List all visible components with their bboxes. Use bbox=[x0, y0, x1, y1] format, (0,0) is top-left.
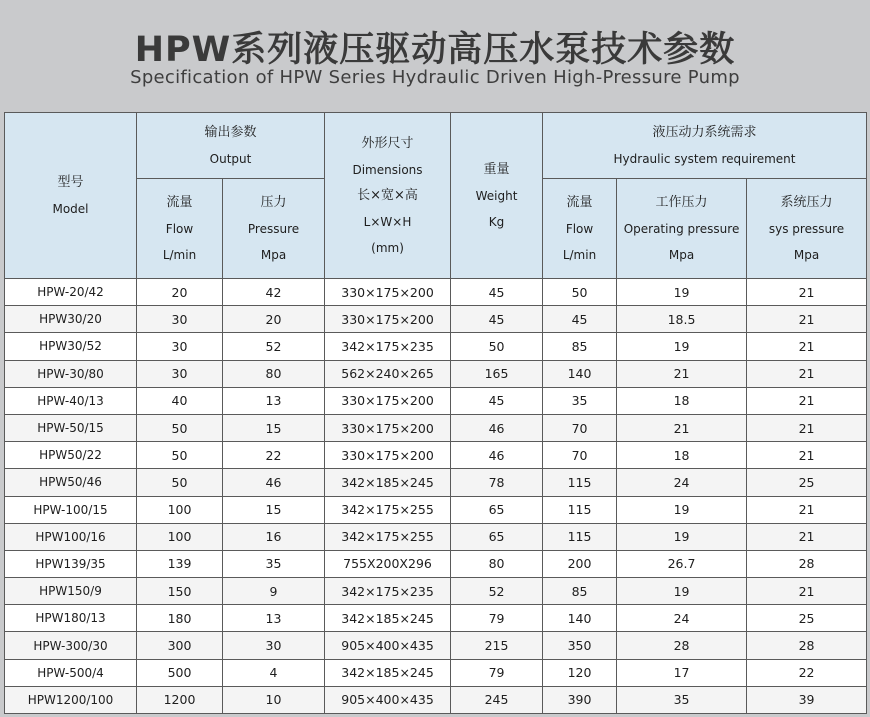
header-output-pressure-en: Pressure bbox=[247, 221, 300, 236]
header-sys-pressure bbox=[747, 179, 867, 279]
cell-hydraulic-flow: 35 bbox=[543, 387, 617, 414]
cell-operating-pressure: 21 bbox=[617, 414, 747, 441]
header-dimensions-unit: (mm) bbox=[371, 240, 404, 255]
cell-model: HPW-40/13 bbox=[5, 387, 137, 414]
header-hydraulic-flow-zh: 流量 bbox=[566, 194, 593, 210]
header-dimensions-zh2: 长×宽×高 bbox=[357, 187, 418, 203]
cell-dimensions: 342×175×255 bbox=[325, 496, 451, 523]
cell-dimensions: 342×185×245 bbox=[325, 659, 451, 686]
header-sys-pressure-unit: Mpa bbox=[793, 247, 820, 262]
header-hydraulic-flow-unit: L/min bbox=[562, 247, 597, 262]
cell-model: HPW50/46 bbox=[5, 469, 137, 496]
cell-sys-pressure: 21 bbox=[747, 333, 867, 360]
cell-weight: 245 bbox=[451, 686, 543, 713]
header-operating-pressure-zh: 工作压力 bbox=[655, 194, 708, 210]
cell-operating-pressure: 19 bbox=[617, 578, 747, 605]
header-weight-unit: Kg bbox=[488, 214, 505, 229]
cell-output-flow: 30 bbox=[137, 306, 223, 333]
cell-sys-pressure: 25 bbox=[747, 469, 867, 496]
cell-operating-pressure: 19 bbox=[617, 523, 747, 550]
cell-sys-pressure: 21 bbox=[747, 442, 867, 469]
cell-output-pressure: 4 bbox=[223, 659, 325, 686]
cell-dimensions: 562×240×265 bbox=[325, 360, 451, 387]
cell-hydraulic-flow: 70 bbox=[543, 414, 617, 441]
cell-model: HPW150/9 bbox=[5, 578, 137, 605]
cell-output-pressure: 52 bbox=[223, 333, 325, 360]
cell-hydraulic-flow: 85 bbox=[543, 333, 617, 360]
cell-operating-pressure: 19 bbox=[617, 279, 747, 306]
cell-output-pressure: 42 bbox=[223, 279, 325, 306]
cell-dimensions: 330×175×200 bbox=[325, 442, 451, 469]
cell-model: HPW50/22 bbox=[5, 442, 137, 469]
cell-output-pressure: 22 bbox=[223, 442, 325, 469]
cell-dimensions: 342×175×235 bbox=[325, 333, 451, 360]
cell-output-pressure: 20 bbox=[223, 306, 325, 333]
cell-hydraulic-flow: 70 bbox=[543, 442, 617, 469]
page-subtitle: Specification of HPW Series Hydraulic Driven High-Pressure Pump bbox=[130, 67, 740, 88]
cell-hydraulic-flow: 115 bbox=[543, 523, 617, 550]
header-hydraulic-zh: 液压动力系统需求 bbox=[652, 124, 757, 140]
header-model-zh: 型号 bbox=[57, 174, 84, 190]
cell-output-pressure: 35 bbox=[223, 550, 325, 577]
cell-hydraulic-flow: 85 bbox=[543, 578, 617, 605]
header-sys-pressure-en: sys pressure bbox=[768, 221, 845, 236]
table-row bbox=[5, 387, 867, 414]
header-hydraulic-en: Hydraulic system requirement bbox=[613, 151, 796, 166]
cell-output-flow: 20 bbox=[137, 279, 223, 306]
cell-model: HPW180/13 bbox=[5, 605, 137, 632]
cell-output-flow: 40 bbox=[137, 387, 223, 414]
page-title: HPW系列液压驱动高压水泵技术参数 bbox=[134, 30, 736, 70]
cell-weight: 46 bbox=[451, 414, 543, 441]
cell-output-pressure: 30 bbox=[223, 632, 325, 659]
table-row bbox=[5, 306, 867, 333]
header-weight-zh: 重量 bbox=[483, 161, 510, 177]
cell-output-pressure: 9 bbox=[223, 578, 325, 605]
cell-dimensions: 342×175×255 bbox=[325, 523, 451, 550]
cell-sys-pressure: 21 bbox=[747, 523, 867, 550]
header-output-flow-en: Flow bbox=[165, 221, 194, 236]
header-output bbox=[137, 113, 325, 179]
table-row bbox=[5, 414, 867, 441]
header-operating-pressure-unit: Mpa bbox=[668, 247, 695, 262]
header-output-flow-unit: L/min bbox=[162, 247, 197, 262]
cell-output-flow: 300 bbox=[137, 632, 223, 659]
cell-model: HPW-500/4 bbox=[5, 659, 137, 686]
table-body bbox=[5, 279, 867, 714]
cell-model: HPW100/16 bbox=[5, 523, 137, 550]
spec-table-container bbox=[4, 112, 866, 714]
header-output-zh: 输出参数 bbox=[204, 124, 257, 140]
cell-operating-pressure: 18 bbox=[617, 387, 747, 414]
cell-weight: 215 bbox=[451, 632, 543, 659]
cell-sys-pressure: 21 bbox=[747, 306, 867, 333]
cell-dimensions: 342×185×245 bbox=[325, 469, 451, 496]
cell-output-flow: 500 bbox=[137, 659, 223, 686]
table-row bbox=[5, 632, 867, 659]
cell-model: HPW-20/42 bbox=[5, 279, 137, 306]
table-row bbox=[5, 360, 867, 387]
cell-hydraulic-flow: 390 bbox=[543, 686, 617, 713]
cell-output-flow: 1200 bbox=[137, 686, 223, 713]
cell-sys-pressure: 21 bbox=[747, 414, 867, 441]
cell-sys-pressure: 21 bbox=[747, 387, 867, 414]
cell-operating-pressure: 18 bbox=[617, 442, 747, 469]
cell-weight: 79 bbox=[451, 659, 543, 686]
header-output-flow-zh: 流量 bbox=[166, 194, 193, 210]
cell-operating-pressure: 24 bbox=[617, 469, 747, 496]
header-hydraulic bbox=[543, 113, 867, 179]
cell-operating-pressure: 19 bbox=[617, 333, 747, 360]
header-dimensions bbox=[325, 113, 451, 279]
cell-dimensions: 330×175×200 bbox=[325, 306, 451, 333]
cell-model: HPW-300/30 bbox=[5, 632, 137, 659]
cell-model: HPW139/35 bbox=[5, 550, 137, 577]
cell-output-pressure: 15 bbox=[223, 414, 325, 441]
cell-output-pressure: 16 bbox=[223, 523, 325, 550]
cell-sys-pressure: 21 bbox=[747, 360, 867, 387]
cell-output-flow: 180 bbox=[137, 605, 223, 632]
table-row bbox=[5, 550, 867, 577]
cell-output-flow: 30 bbox=[137, 333, 223, 360]
cell-hydraulic-flow: 200 bbox=[543, 550, 617, 577]
header-operating-pressure bbox=[617, 179, 747, 279]
header-output-pressure bbox=[223, 179, 325, 279]
header-model bbox=[5, 113, 137, 279]
table-row bbox=[5, 523, 867, 550]
cell-sys-pressure: 39 bbox=[747, 686, 867, 713]
cell-dimensions: 330×175×200 bbox=[325, 414, 451, 441]
cell-output-flow: 139 bbox=[137, 550, 223, 577]
header-hydraulic-flow-en: Flow bbox=[565, 221, 594, 236]
header-output-en: Output bbox=[209, 151, 252, 166]
cell-hydraulic-flow: 140 bbox=[543, 360, 617, 387]
cell-output-pressure: 15 bbox=[223, 496, 325, 523]
table-row bbox=[5, 686, 867, 713]
table-row bbox=[5, 279, 867, 306]
cell-output-pressure: 13 bbox=[223, 605, 325, 632]
cell-dimensions: 755X200X296 bbox=[325, 550, 451, 577]
cell-weight: 52 bbox=[451, 578, 543, 605]
header-dimensions-zh: 外形尺寸 bbox=[361, 135, 414, 151]
cell-operating-pressure: 26.7 bbox=[617, 550, 747, 577]
cell-sys-pressure: 21 bbox=[747, 279, 867, 306]
table-row bbox=[5, 333, 867, 360]
cell-hydraulic-flow: 140 bbox=[543, 605, 617, 632]
cell-dimensions: 342×185×245 bbox=[325, 605, 451, 632]
cell-operating-pressure: 35 bbox=[617, 686, 747, 713]
cell-model: HPW-50/15 bbox=[5, 414, 137, 441]
cell-weight: 45 bbox=[451, 306, 543, 333]
cell-model: HPW-30/80 bbox=[5, 360, 137, 387]
cell-output-flow: 50 bbox=[137, 442, 223, 469]
cell-operating-pressure: 21 bbox=[617, 360, 747, 387]
cell-sys-pressure: 22 bbox=[747, 659, 867, 686]
cell-weight: 165 bbox=[451, 360, 543, 387]
cell-output-flow: 100 bbox=[137, 496, 223, 523]
cell-model: HPW30/52 bbox=[5, 333, 137, 360]
cell-weight: 45 bbox=[451, 387, 543, 414]
cell-output-pressure: 46 bbox=[223, 469, 325, 496]
cell-dimensions: 905×400×435 bbox=[325, 632, 451, 659]
spec-table bbox=[4, 112, 867, 714]
cell-weight: 45 bbox=[451, 279, 543, 306]
cell-sys-pressure: 28 bbox=[747, 632, 867, 659]
cell-hydraulic-flow: 115 bbox=[543, 496, 617, 523]
table-row bbox=[5, 496, 867, 523]
header-dimensions-en: Dimensions bbox=[352, 162, 423, 177]
cell-sys-pressure: 28 bbox=[747, 550, 867, 577]
cell-output-flow: 150 bbox=[137, 578, 223, 605]
cell-model: HPW1200/100 bbox=[5, 686, 137, 713]
cell-weight: 65 bbox=[451, 496, 543, 523]
header-dimensions-en2: L×W×H bbox=[363, 214, 412, 229]
cell-dimensions: 330×175×200 bbox=[325, 387, 451, 414]
table-row bbox=[5, 469, 867, 496]
cell-operating-pressure: 17 bbox=[617, 659, 747, 686]
cell-output-pressure: 10 bbox=[223, 686, 325, 713]
cell-weight: 65 bbox=[451, 523, 543, 550]
cell-hydraulic-flow: 45 bbox=[543, 306, 617, 333]
table-row bbox=[5, 605, 867, 632]
header-weight-en: Weight bbox=[475, 188, 518, 203]
table-row bbox=[5, 442, 867, 469]
table-row bbox=[5, 659, 867, 686]
header-hydraulic-flow bbox=[543, 179, 617, 279]
cell-sys-pressure: 25 bbox=[747, 605, 867, 632]
cell-output-pressure: 13 bbox=[223, 387, 325, 414]
cell-hydraulic-flow: 115 bbox=[543, 469, 617, 496]
header-sys-pressure-zh: 系统压力 bbox=[780, 194, 833, 210]
header-weight bbox=[451, 113, 543, 279]
header-output-pressure-unit: Mpa bbox=[260, 247, 287, 262]
cell-hydraulic-flow: 50 bbox=[543, 279, 617, 306]
table-row bbox=[5, 578, 867, 605]
cell-hydraulic-flow: 350 bbox=[543, 632, 617, 659]
cell-dimensions: 905×400×435 bbox=[325, 686, 451, 713]
cell-weight: 79 bbox=[451, 605, 543, 632]
cell-weight: 78 bbox=[451, 469, 543, 496]
cell-weight: 50 bbox=[451, 333, 543, 360]
cell-output-flow: 50 bbox=[137, 414, 223, 441]
cell-model: HPW30/20 bbox=[5, 306, 137, 333]
cell-model: HPW-100/15 bbox=[5, 496, 137, 523]
cell-output-flow: 100 bbox=[137, 523, 223, 550]
header-operating-pressure-en: Operating pressure bbox=[623, 221, 740, 236]
cell-operating-pressure: 19 bbox=[617, 496, 747, 523]
header-model-en: Model bbox=[52, 201, 89, 216]
cell-weight: 46 bbox=[451, 442, 543, 469]
table-header bbox=[5, 113, 867, 279]
cell-hydraulic-flow: 120 bbox=[543, 659, 617, 686]
cell-dimensions: 342×175×235 bbox=[325, 578, 451, 605]
cell-sys-pressure: 21 bbox=[747, 496, 867, 523]
header-output-pressure-zh: 压力 bbox=[260, 194, 287, 210]
header-output-flow bbox=[137, 179, 223, 279]
cell-operating-pressure: 28 bbox=[617, 632, 747, 659]
cell-sys-pressure: 21 bbox=[747, 578, 867, 605]
cell-operating-pressure: 18.5 bbox=[617, 306, 747, 333]
cell-output-flow: 50 bbox=[137, 469, 223, 496]
cell-output-flow: 30 bbox=[137, 360, 223, 387]
cell-output-pressure: 80 bbox=[223, 360, 325, 387]
cell-weight: 80 bbox=[451, 550, 543, 577]
cell-operating-pressure: 24 bbox=[617, 605, 747, 632]
cell-dimensions: 330×175×200 bbox=[325, 279, 451, 306]
